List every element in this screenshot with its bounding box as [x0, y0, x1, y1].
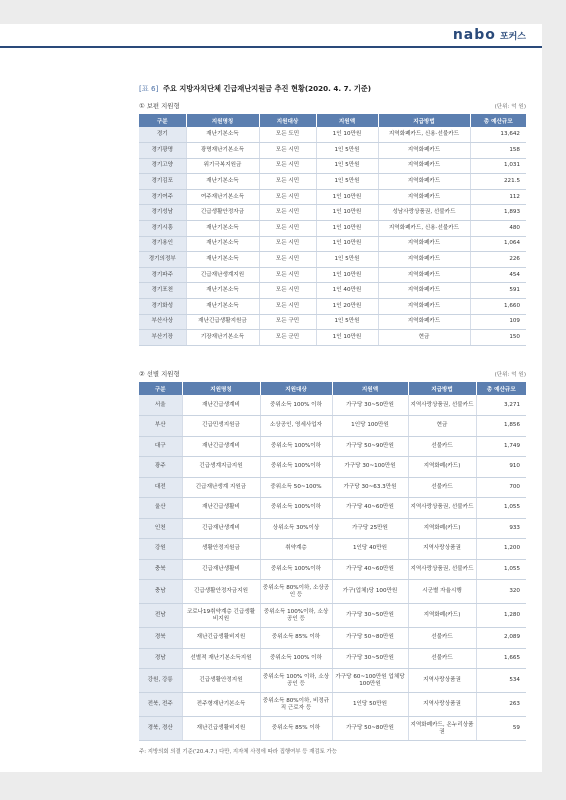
table-cell: 지역화폐카드, 온누리상품권	[408, 717, 476, 741]
table-cell: 취약계층	[260, 539, 332, 560]
table-cell: 150	[470, 330, 526, 346]
table-cell: 경북	[139, 628, 182, 649]
table-cell: 인천	[139, 518, 182, 539]
table-cell: 경기용인	[139, 236, 186, 252]
table-cell: 중위소득 85% 이하	[260, 717, 332, 741]
table-cell: 지역사랑상품권	[408, 669, 476, 693]
table-cell: 지역화폐카드	[378, 143, 470, 159]
table-cell: 중위소득 100%이하	[260, 498, 332, 519]
column-header: 총 예산규모	[470, 114, 526, 127]
table-cell: 모든 구민	[259, 314, 316, 330]
table-cell: 중위소득 80%이하, 비정규직 근로자 등	[260, 693, 332, 717]
table-cell: 1인 10만원	[316, 221, 378, 237]
table-cell: 지역사랑상품권, 선불카드	[408, 559, 476, 580]
table-cell: 263	[476, 693, 526, 717]
table-cell: 경기김포	[139, 174, 186, 190]
table-title-text: 주요 지방자치단체 긴급재난지원금 추진 현황(2020. 4. 7. 기준)	[162, 84, 372, 93]
table-row	[139, 693, 526, 717]
table-row	[139, 395, 526, 416]
table-row	[139, 158, 526, 174]
table-cell: 코로나19취약계층 긴급생활비지원	[182, 604, 260, 628]
table-row	[139, 539, 526, 560]
table-cell: 지역화폐카드	[378, 252, 470, 268]
table-cell: 1,031	[470, 158, 526, 174]
table-cell: 지역화폐카드	[378, 174, 470, 190]
column-header: 지원액	[316, 114, 378, 127]
table-row	[139, 174, 526, 190]
column-header: 지원대상	[260, 382, 332, 395]
table-cell: 가구당 60~100만원 업체당 100만원	[332, 669, 408, 693]
header-rule	[0, 46, 542, 48]
table-cell: 긴급생활안정자금지원	[182, 580, 260, 604]
table-cell: 선불카드	[408, 648, 476, 669]
table-cell: 현금	[378, 330, 470, 346]
table-tag: [표 6]	[139, 84, 159, 93]
table-cell: 1인 40만원	[316, 283, 378, 299]
table-row	[139, 717, 526, 741]
table-row	[139, 457, 526, 478]
table-cell: 1,200	[476, 539, 526, 560]
table-cell: 가구당 30~50만원	[332, 648, 408, 669]
table-cell: 중위소득 80%이하, 소상공인 등	[260, 580, 332, 604]
table-cell: 성남사랑상품권, 선불카드	[378, 205, 470, 221]
table-cell: 충남	[139, 580, 182, 604]
table-row	[139, 669, 526, 693]
table-row	[139, 267, 526, 283]
table-cell: 전북, 전주	[139, 693, 182, 717]
table-cell: 선불카드	[408, 436, 476, 457]
table-cell: 가구당 30~63.3만원	[332, 477, 408, 498]
table-cell: 긴급재난생계지원	[186, 267, 259, 283]
column-header: 지원명칭	[182, 382, 260, 395]
table-cell: 중위소득 100%이하	[260, 457, 332, 478]
table-cell: 1인당 50만원	[332, 693, 408, 717]
table-cell: 재난기본소득	[186, 283, 259, 299]
table-cell: 경기고양	[139, 158, 186, 174]
table-row	[139, 221, 526, 237]
column-header: 지원명칭	[186, 114, 259, 127]
column-header: 지급방법	[378, 114, 470, 127]
table-cell: 454	[470, 267, 526, 283]
table-cell: 모든 시민	[259, 299, 316, 315]
table-row	[139, 436, 526, 457]
table-cell: 기장재난기본소득	[186, 330, 259, 346]
table-cell: 1인 5만원	[316, 158, 378, 174]
footnote: 주: 지방의회 의결 기준('20.4.7.) 다만, 지자체 사정에 따라 집행여부 등 재검토 가능	[139, 749, 337, 755]
brand-logo: nabo	[452, 27, 496, 43]
table-title	[139, 84, 371, 94]
table-cell: 모든 시민	[259, 158, 316, 174]
table-cell: 소상공인, 영세사업자	[260, 416, 332, 437]
table-cell: 긴급재난생계 지원금	[182, 477, 260, 498]
table-cell: 지역화폐(카드)	[408, 457, 476, 478]
table-row	[139, 330, 526, 346]
table-cell: 서울	[139, 395, 182, 416]
table-cell: 1인 10만원	[316, 127, 378, 143]
table-cell: 선불카드	[408, 628, 476, 649]
table-cell: 경기성남	[139, 205, 186, 221]
table-cell: 910	[476, 457, 526, 478]
table-cell: 경기화성	[139, 299, 186, 315]
table-row	[139, 498, 526, 519]
table-cell: 중위소득 85% 이하	[260, 628, 332, 649]
table-cell: 경북, 경산	[139, 717, 182, 741]
brand	[453, 24, 526, 46]
table-row	[139, 580, 526, 604]
table-cell: 534	[476, 669, 526, 693]
table-cell: 지역화폐카드	[378, 236, 470, 252]
universal-unit: (단위: 억 원)	[494, 104, 526, 110]
table-cell: 112	[470, 189, 526, 205]
table-cell: 재난기본소득	[186, 174, 259, 190]
table-row	[139, 559, 526, 580]
table-cell: 지역화폐카드	[378, 189, 470, 205]
table-cell: 경남	[139, 648, 182, 669]
table-cell: 13,642	[470, 127, 526, 143]
table-cell: 지역화폐카드	[378, 158, 470, 174]
table-cell: 광주	[139, 457, 182, 478]
table-cell: 지역사랑상품권, 선불카드	[408, 395, 476, 416]
table-cell: 가구당 30~50만원	[332, 395, 408, 416]
table-cell: 모든 시민	[259, 283, 316, 299]
selective-heading: ② 선별 지원형	[139, 370, 180, 378]
table-cell: 긴급생활안정지원	[182, 669, 260, 693]
table-cell: 긴급재난생활비	[182, 559, 260, 580]
table-cell: 933	[476, 518, 526, 539]
table-cell: 모든 시민	[259, 236, 316, 252]
universal-heading: ① 보편 지원형	[139, 102, 180, 110]
table-cell: 가구당 30~100만원	[332, 457, 408, 478]
table-cell: 1인 5만원	[316, 314, 378, 330]
table-cell: 226	[470, 252, 526, 268]
table-cell: 1,280	[476, 604, 526, 628]
table-row	[139, 252, 526, 268]
table-cell: 지역화폐(카드)	[408, 518, 476, 539]
table-cell: 경기의정부	[139, 252, 186, 268]
table-cell: 지역사랑상품권	[408, 693, 476, 717]
table-cell: 591	[470, 283, 526, 299]
table-cell: 전남	[139, 604, 182, 628]
table-cell: 선불카드	[408, 477, 476, 498]
table-cell: 광명재난기본소득	[186, 143, 259, 159]
table-cell: 1인 10만원	[316, 267, 378, 283]
table-cell: 대구	[139, 436, 182, 457]
table-row	[139, 518, 526, 539]
table-cell: 1,660	[470, 299, 526, 315]
table-cell: 시군별 자율시행	[408, 580, 476, 604]
table-cell: 109	[470, 314, 526, 330]
table-cell: 경기파주	[139, 267, 186, 283]
table-cell: 1,055	[476, 498, 526, 519]
column-header: 지급방법	[408, 382, 476, 395]
table-cell: 가구당 25만원	[332, 518, 408, 539]
table-cell: 재난긴급생계비	[182, 436, 260, 457]
table-cell: 재난긴급생계비	[182, 395, 260, 416]
table-cell: 경기	[139, 127, 186, 143]
table-cell: 모든 시민	[259, 221, 316, 237]
table-cell: 중위소득 100%이하, 소상공인 등	[260, 604, 332, 628]
table-cell: 지역화폐카드	[378, 314, 470, 330]
table-cell: 재난긴급생활비지원	[182, 717, 260, 741]
table-cell: 울산	[139, 498, 182, 519]
table-cell: 재난기본소득	[186, 252, 259, 268]
table-cell: 지역화폐카드, 신용·선불카드	[378, 221, 470, 237]
table-cell: 1인 5만원	[316, 252, 378, 268]
table-cell: 재난기본소득	[186, 221, 259, 237]
table-cell: 중위소득 100% 이하	[260, 395, 332, 416]
selective-table-header	[139, 382, 526, 395]
table-cell: 1,665	[476, 648, 526, 669]
table-cell: 경기여주	[139, 189, 186, 205]
table-row	[139, 127, 526, 143]
table-cell: 대전	[139, 477, 182, 498]
table-cell: 지역화폐카드	[378, 299, 470, 315]
table-row	[139, 299, 526, 315]
table-cell: 221.5	[470, 174, 526, 190]
table-cell: 700	[476, 477, 526, 498]
table-cell: 재난긴급생활비지원	[182, 628, 260, 649]
table-cell: 지역화폐카드	[378, 283, 470, 299]
brand-section: 포커스	[499, 31, 526, 42]
table-cell: 경기광명	[139, 143, 186, 159]
table-cell: 1,064	[470, 236, 526, 252]
column-header: 구분	[139, 114, 186, 127]
table-cell: 지역사랑상품권	[408, 539, 476, 560]
table-cell: 1인 5만원	[316, 143, 378, 159]
table-cell: 모든 시민	[259, 205, 316, 221]
universal-table-header	[139, 114, 526, 127]
table-cell: 모든 시민	[259, 267, 316, 283]
table-cell: 가구당 30~50만원	[332, 604, 408, 628]
column-header: 지원대상	[259, 114, 316, 127]
table-cell: 1인 10만원	[316, 189, 378, 205]
table-cell: 부산사상	[139, 314, 186, 330]
table-cell: 강원	[139, 539, 182, 560]
table-cell: 재난긴급생활비	[182, 498, 260, 519]
table-cell: 1인당 100만원	[332, 416, 408, 437]
table-cell: 부산기장	[139, 330, 186, 346]
selective-table	[139, 382, 526, 741]
table-cell: 158	[470, 143, 526, 159]
table-cell: 모든 군민	[259, 330, 316, 346]
table-cell: 1인 10만원	[316, 205, 378, 221]
table-cell: 가구당 50~80만원	[332, 717, 408, 741]
table-cell: 긴급민생지원금	[182, 416, 260, 437]
table-row	[139, 416, 526, 437]
table-row	[139, 189, 526, 205]
table-cell: 중위소득 100%이하	[260, 436, 332, 457]
table-cell: 1인 10만원	[316, 330, 378, 346]
table-cell: 가구당 40~60만원	[332, 498, 408, 519]
table-cell: 지역사랑상품권, 선불카드	[408, 498, 476, 519]
universal-table-body	[139, 127, 526, 345]
table-row	[139, 628, 526, 649]
table-cell: 긴급생활안정자금	[186, 205, 259, 221]
table-cell: 전주형재난기본소득	[182, 693, 260, 717]
table-cell: 강원, 강릉	[139, 669, 182, 693]
table-row	[139, 205, 526, 221]
table-row	[139, 143, 526, 159]
table-cell: 위기극복지원금	[186, 158, 259, 174]
table-row	[139, 648, 526, 669]
table-cell: 가구(업체)당 100만원	[332, 580, 408, 604]
universal-table	[139, 114, 526, 346]
table-cell: 중위소득 100% 이하, 소상공인 등	[260, 669, 332, 693]
table-cell: 중위소득 100% 이하	[260, 648, 332, 669]
table-cell: 충북	[139, 559, 182, 580]
table-cell: 현금	[408, 416, 476, 437]
column-header: 총 예산규모	[476, 382, 526, 395]
table-cell: 모든 시민	[259, 252, 316, 268]
table-cell: 경기포천	[139, 283, 186, 299]
table-cell: 59	[476, 717, 526, 741]
table-cell: 생활안정지원금	[182, 539, 260, 560]
table-cell: 상위소득 30%이상	[260, 518, 332, 539]
table-cell: 재난긴급생활지원금	[186, 314, 259, 330]
table-row	[139, 314, 526, 330]
table-cell: 지역화폐카드	[378, 267, 470, 283]
table-cell: 3,271	[476, 395, 526, 416]
table-cell: 320	[476, 580, 526, 604]
table-cell: 여주재난기본소득	[186, 189, 259, 205]
table-cell: 모든 도민	[259, 127, 316, 143]
table-cell: 가구당 40~60만원	[332, 559, 408, 580]
table-cell: 재난기본소득	[186, 236, 259, 252]
top-bar	[0, 24, 542, 46]
table-cell: 중위소득 50~100%	[260, 477, 332, 498]
table-cell: 1,893	[470, 205, 526, 221]
table-cell: 재난기본소득	[186, 127, 259, 143]
table-cell: 1,856	[476, 416, 526, 437]
table-row	[139, 477, 526, 498]
table-cell: 1,055	[476, 559, 526, 580]
table-row	[139, 236, 526, 252]
table-cell: 긴급생계지급지원	[182, 457, 260, 478]
table-cell: 1인당 40만원	[332, 539, 408, 560]
table-cell: 모든 시민	[259, 189, 316, 205]
table-cell: 1,749	[476, 436, 526, 457]
table-cell: 부산	[139, 416, 182, 437]
table-cell: 모든 시민	[259, 174, 316, 190]
table-cell: 480	[470, 221, 526, 237]
table-cell: 가구당 50~90만원	[332, 436, 408, 457]
table-cell: 경기시흥	[139, 221, 186, 237]
table-cell: 1인 10만원	[316, 236, 378, 252]
table-cell: 중위소득 100%이하	[260, 559, 332, 580]
table-cell: 지역화폐(카드)	[408, 604, 476, 628]
table-row	[139, 604, 526, 628]
table-cell: 2,089	[476, 628, 526, 649]
table-cell: 1인 20만원	[316, 299, 378, 315]
table-cell: 긴급재난생계비	[182, 518, 260, 539]
table-cell: 가구당 50~80만원	[332, 628, 408, 649]
table-cell: 1인 5만원	[316, 174, 378, 190]
selective-unit: (단위: 억 원)	[494, 372, 526, 378]
table-cell: 지역화폐카드, 신용·선불카드	[378, 127, 470, 143]
selective-table-body	[139, 395, 526, 741]
column-header: 구분	[139, 382, 182, 395]
column-header: 지원액	[332, 382, 408, 395]
table-cell: 모든 시민	[259, 143, 316, 159]
table-row	[139, 283, 526, 299]
table-cell: 선별적 재난기본소득지원	[182, 648, 260, 669]
table-cell: 재난기본소득	[186, 299, 259, 315]
